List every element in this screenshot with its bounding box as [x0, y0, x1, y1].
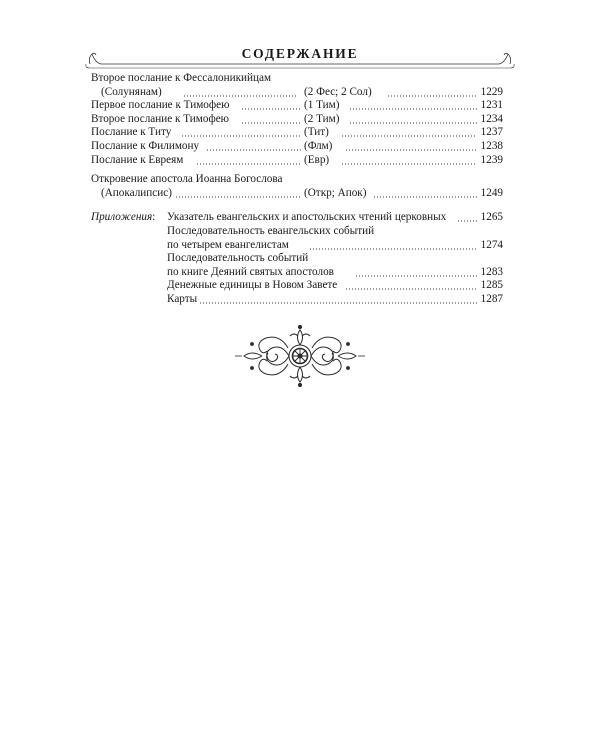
toc-entry-revelation-cont: [91, 187, 503, 201]
toc-entry-2-thessalonians-cont: [91, 86, 503, 100]
toc-entry-titus: [91, 126, 503, 140]
entry-abbreviation: (Флм): [304, 139, 333, 152]
appendix-heading: [91, 211, 156, 225]
entry-title: Указатель евангельских и апостольских чтений церковных: [167, 211, 447, 224]
dot-leader: [241, 108, 301, 110]
entry-abbreviation: (Откр; Апок): [304, 186, 367, 199]
toc-entry-1-timothy: [91, 99, 503, 113]
toc-entry-2-timothy: [91, 113, 503, 127]
dot-leader: [309, 248, 477, 250]
dot-leader: [345, 149, 477, 151]
entry-title: Второе послание к Тимофею: [91, 112, 230, 125]
entry-page-number: 1265: [480, 211, 503, 224]
dot-leader: [387, 95, 477, 97]
entry-subtitle: по четырем евангелистам: [167, 238, 289, 251]
entry-title: Первое послание к Тимофею: [91, 99, 230, 112]
dot-leader: [181, 135, 301, 137]
entry-page-number: 1249: [480, 186, 503, 199]
entry-page-number: 1231: [480, 99, 503, 112]
entry-page-number: 1229: [480, 85, 503, 98]
toc-appendix-1: [91, 211, 503, 225]
dot-leader: [345, 288, 477, 290]
entry-title: Послание к Филимону: [91, 139, 200, 152]
entry-abbreviation: (2 Фес; 2 Сол): [304, 85, 372, 98]
table-of-contents: [91, 72, 503, 307]
dot-leader: [349, 108, 477, 110]
dot-leader: [175, 196, 301, 198]
entry-subtitle: (Солунянам): [101, 85, 162, 98]
dot-leader: [183, 95, 298, 97]
entry-page-number: 1285: [480, 279, 503, 292]
toc-appendix-5: [91, 293, 503, 307]
page-title: СОДЕРЖАНИЕ: [241, 46, 359, 61]
entry-title: Откровение апостола Иоанна Богослова: [91, 173, 283, 186]
toc-entry-revelation: [91, 173, 503, 187]
entry-title: Второе послание к Фессалоникийцам: [91, 72, 272, 84]
entry-page-number: 1238: [480, 139, 503, 152]
dot-leader: [241, 122, 301, 124]
entry-title: Последовательность евангельских событий: [167, 224, 375, 237]
entry-title: Карты: [167, 292, 198, 305]
dot-leader: [199, 302, 477, 304]
toc-appendix-3-cont: [91, 266, 503, 280]
appendix-label: Приложения: [91, 211, 153, 224]
entry-title: Послание к Евреям: [91, 153, 184, 166]
entry-page-number: 1287: [480, 292, 503, 305]
dot-leader: [196, 163, 301, 165]
entry-page-number: 1234: [480, 112, 503, 125]
dot-leader: [341, 135, 477, 137]
toc-appendix-2: [91, 225, 503, 239]
entry-title: Послание к Титу: [91, 126, 172, 139]
entry-page-number: 1239: [480, 153, 503, 166]
dot-leader: [373, 196, 477, 198]
decorative-ornament: [232, 322, 368, 390]
entry-subtitle: по книге Деяний святых апостолов: [167, 265, 334, 278]
toc-entry-2-thessalonians: [91, 72, 503, 86]
toc-appendix-3: [91, 252, 503, 266]
entry-subtitle: (Апокалипсис): [101, 186, 172, 199]
toc-entry-philemon: [91, 140, 503, 154]
toc-appendix-2-cont: [91, 239, 503, 253]
entry-abbreviation: (Евр): [304, 153, 330, 166]
appendix-colon: :: [152, 211, 156, 224]
dot-leader: [349, 122, 477, 124]
dot-leader: [355, 275, 477, 277]
entry-title: Последовательность событий: [167, 252, 309, 265]
entry-abbreviation: (Тит): [304, 126, 329, 139]
dot-leader: [457, 220, 477, 222]
dot-leader: [206, 149, 301, 151]
toc-entry-hebrews: [91, 154, 503, 168]
entry-abbreviation: (2 Тим): [304, 112, 340, 125]
entry-page-number: 1283: [480, 265, 503, 278]
entry-page-number: 1237: [480, 126, 503, 139]
entry-page-number: 1274: [480, 238, 503, 251]
toc-appendix-4: [91, 279, 503, 293]
entry-title: Денежные единицы в Новом Завете: [167, 279, 338, 292]
dot-leader: [341, 163, 477, 165]
entry-abbreviation: (1 Тим): [304, 99, 340, 112]
